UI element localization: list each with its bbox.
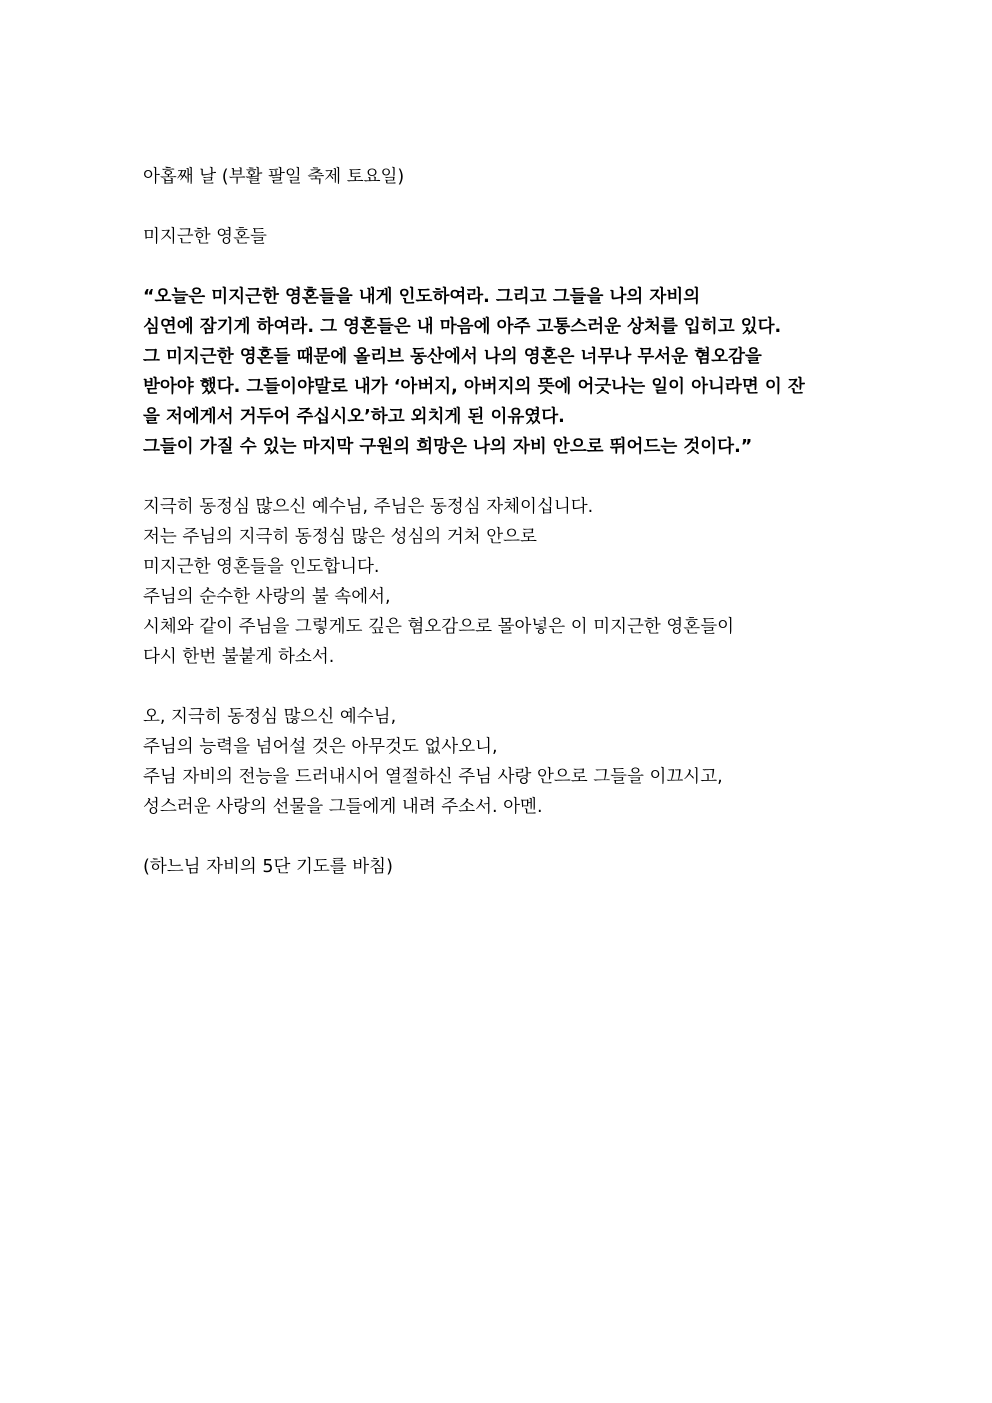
quote-line: 심연에 잠기게 하여라. 그 영혼들은 내 마음에 아주 고통스러운 상처를 입히고 있다. <box>143 317 782 337</box>
prayer-paragraph-2 <box>143 702 882 822</box>
closing-note <box>143 852 882 882</box>
quote-line: 그들이 가질 수 있는 마지막 구원의 희망은 나의 자비 안으로 뛰어드는 것이다.” <box>143 437 753 457</box>
quote-line: 받아야 했다. 그들이야말로 내가 ‘아버지, 아버지의 뜻에 어긋나는 일이 아니라면 이 잔 <box>143 377 805 397</box>
closing-text: (하느님 자비의 5단 기도를 바침) <box>143 857 393 877</box>
prayer-paragraph-1 <box>143 492 882 672</box>
subtitle <box>143 222 882 252</box>
prayer-line: 오, 지극히 동정심 많으신 예수님, <box>143 707 397 727</box>
prayer-line: 주님의 순수한 사랑의 불 속에서, <box>143 587 391 607</box>
prayer-line: 지극히 동정심 많으신 예수님, 주님은 동정심 자체이십니다. <box>143 497 594 517</box>
prayer-line: 저는 주님의 지극히 동정심 많은 성심의 거처 안으로 <box>143 527 537 547</box>
prayer-line: 성스러운 사랑의 선물을 그들에게 내려 주소서. 아멘. <box>143 797 543 817</box>
prayer-line: 주님의 능력을 넘어설 것은 아무것도 없사오니, <box>143 737 498 757</box>
quote-line: “오늘은 미지근한 영혼들을 내게 인도하여라. 그리고 그들을 나의 자비의 <box>143 287 701 307</box>
quote-line: 을 저에게서 거두어 주십시오’하고 외치게 된 이유였다. <box>143 407 565 427</box>
prayer-line: 미지근한 영혼들을 인도합니다. <box>143 557 380 577</box>
day-heading <box>143 162 882 192</box>
subtitle-text: 미지근한 영혼들 <box>143 227 267 247</box>
prayer-line: 다시 한번 불붙게 하소서. <box>143 647 335 667</box>
heading-text: 아홉째 날 (부활 팔일 축제 토요일) <box>143 167 405 187</box>
prayer-line: 주님 자비의 전능을 드러내시어 열절하신 주님 사랑 안으로 그들을 이끄시고, <box>143 767 723 787</box>
quote-line: 그 미지근한 영혼들 때문에 올리브 동산에서 나의 영혼은 너무나 무서운 혐오감을 <box>143 347 762 367</box>
jesus-quote <box>143 282 882 462</box>
prayer-line: 시체와 같이 주님을 그렇게도 깊은 혐오감으로 몰아넣은 이 미지근한 영혼들이 <box>143 617 735 637</box>
